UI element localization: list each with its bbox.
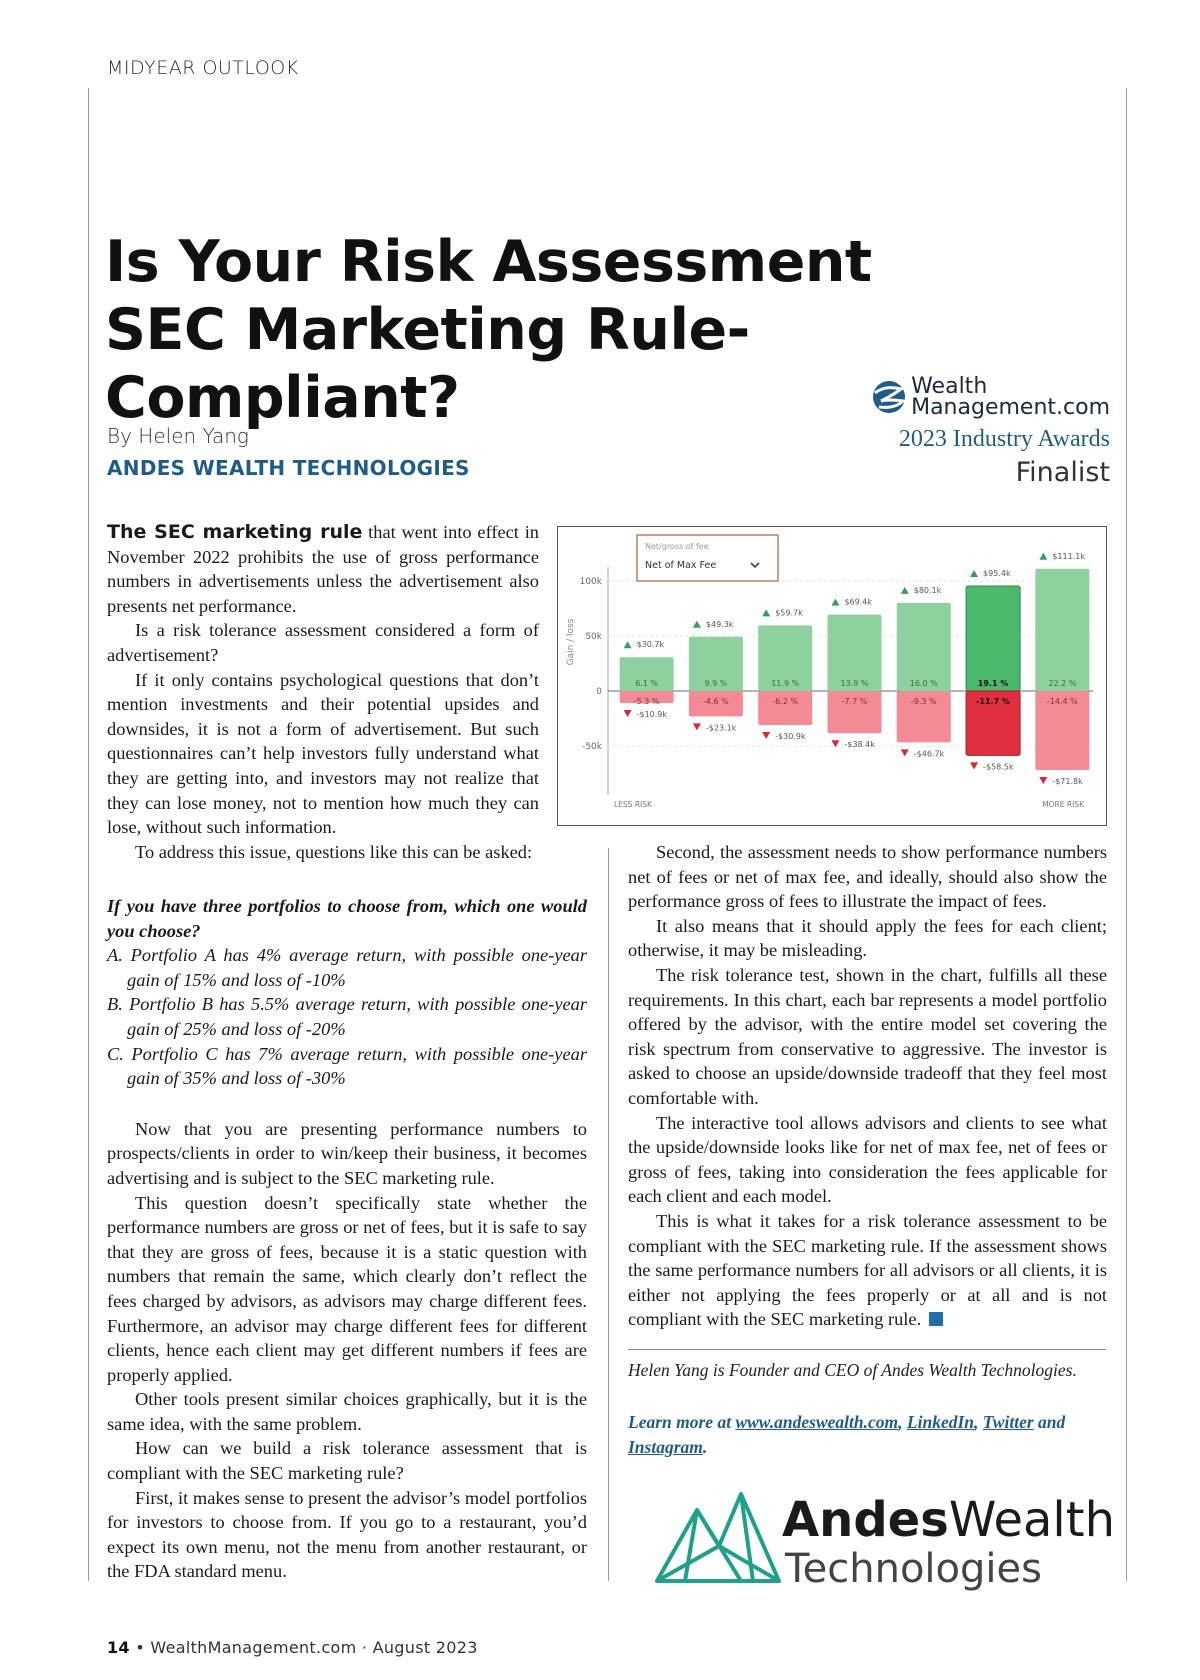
paragraph: The interactive tool allows advisors and clients to see what the upside/downside looks like for net of max fee, net of fees or gross of fees, taking into consideration the fees applicable for each client and each model.: [628, 1112, 1107, 1207]
return-pct-label: 9.9 %: [704, 679, 728, 688]
risk-chart: [557, 526, 1107, 826]
paragraph: The risk tolerance test, shown in the chart, fulfills all these requirements. In this chart, each bar represents a model portfolio offered by the advisor, with the entire model set covering the risk spectrum from conservative to aggressive. The investor is asked to choose an upside/downside tradeoff that they feel most comfortable with.: [628, 964, 1107, 1108]
paragraph: This question doesn’t specifically state whether the performance numbers are gross or net of fees, but it is safe to say that they are gross of fees, because it is a static question with numbers that remain the same, which clearly don’t reflect the fees charged by advisors, as advisors may charge different fees. Furthermore, an advisor may charge different fees for different clients, hence each client may get different numbers if fees are properly applied.: [107, 1192, 587, 1385]
left-margin-rule: [88, 88, 89, 1581]
paragraph: It also means that it should apply the fees for each client; otherwise, it may be misleading.: [628, 915, 1107, 961]
y-tick-label: 100k: [579, 577, 602, 587]
author-bio: Helen Yang is Founder and CEO of Andes Wealth Technologies.: [628, 1360, 1077, 1380]
risk-chart-svg: [558, 527, 1106, 825]
quiz-question: If you have three portfolios to choose from, which one would you choose?: [107, 896, 587, 941]
award-brand: [911, 376, 1110, 418]
quiz-option: C. Portfolio C has 7% average return, with possible one-year gain of 35% and loss of -30%: [107, 1043, 587, 1089]
loss-value-label: -$71.8k: [1052, 776, 1083, 786]
gain-bar: [1035, 569, 1089, 691]
gain-value-label: $95.4k: [983, 569, 1011, 579]
loss-pct-label: -5.3 %: [633, 697, 660, 706]
loss-pct-label: -6.2 %: [772, 697, 799, 706]
twitter-link[interactable]: Twitter: [982, 1412, 1034, 1432]
gain-value-label: $80.1k: [913, 585, 942, 595]
gain-value-label: $30.7k: [636, 640, 665, 650]
paragraph: [628, 1209, 1107, 1332]
award-badge: [871, 376, 1110, 488]
lead-phrase: The SEC marketing rule: [107, 521, 363, 543]
mountain-icon: [657, 1494, 779, 1581]
gain-value-label: $69.4k: [844, 597, 873, 607]
right-margin-rule: [1126, 88, 1127, 1581]
loss-value-label: -$58.5k: [983, 762, 1014, 772]
return-pct-label: 19.1 %: [977, 679, 1009, 688]
svg-text:AndesWealth: [782, 1492, 1115, 1548]
left-column-top: [107, 520, 539, 864]
quiz-option: A. Portfolio A has 4% average return, with possible one-year gain of 15% and loss of -10%: [107, 945, 587, 990]
loss-pct-label: -11.7 %: [976, 697, 1011, 706]
learn-more: [628, 1410, 1108, 1460]
byline: By Helen Yang: [107, 424, 249, 448]
loss-value-label: -$23.1k: [705, 723, 737, 733]
gain-bar: [897, 603, 951, 691]
paragraph: Now that you are presenting performance numbers to prospects/clients in order to win/keep their business, it becomes advertising and is subject to the SEC marketing rule.: [107, 1118, 587, 1188]
page-footer: [107, 1638, 478, 1657]
paragraph: To address this issue, questions like this can be asked:: [135, 841, 533, 862]
column-divider: [608, 848, 609, 1581]
loss-pct-label: -14.4 %: [1046, 697, 1078, 706]
gain-value-label: $59.7k: [775, 608, 803, 618]
award-brand-line2: Management.com: [911, 395, 1110, 420]
award-year: 2023 Industry Awards: [898, 426, 1110, 452]
fee-dropdown[interactable]: [637, 535, 778, 581]
globe-icon: [871, 379, 907, 415]
learn-sep: and: [1033, 1412, 1066, 1432]
paragraph-lead: [107, 520, 539, 618]
logo-word-wealth: Wealth: [948, 1492, 1115, 1548]
loss-value-label: -$10.9k: [636, 709, 668, 719]
learn-prefix: Learn more at: [628, 1412, 736, 1432]
author-company: ANDES WEALTH TECHNOLOGIES: [107, 456, 470, 480]
website-link[interactable]: www.andeswealth.com: [735, 1412, 899, 1432]
more-risk-label: MORE RISK: [1042, 800, 1084, 809]
paragraph: How can we build a risk tolerance assessment that is compliant with the SEC marketing rule?: [107, 1438, 587, 1484]
loss-pct-label: -4.6 %: [703, 697, 729, 706]
return-pct-label: 13.9 %: [840, 679, 869, 688]
footer-text: WealthManagement.com · August 2023: [150, 1638, 478, 1657]
less-risk-label: LESS RISK: [614, 800, 652, 809]
loss-value-label: -$38.4k: [844, 740, 875, 750]
paragraph: If it only contains psychological questions that don’t mention investments and their potential upsides and downsides, it is not a form of advertisement. But such questionnaires can’t help investors fully understand what they are getting into, and investors may not realize that they can lose money, not to mention how much they can lose, without such information.: [107, 669, 539, 838]
loss-pct-label: -9.3 %: [910, 697, 937, 706]
instagram-link[interactable]: Instagram: [628, 1437, 703, 1457]
paragraph-text: This is what it takes for a risk tolerance assessment to be compliant with the SEC marketing rule. If the assessment shows the same performance numbers for all advisors or all clients, it is either not applying the fees properly or at all and is not compliant with the SEC marketing rule.: [628, 1210, 1107, 1330]
loss-value-label: -$30.9k: [775, 731, 806, 741]
y-tick-label: -50k: [582, 742, 602, 752]
loss-value-label: -$46.7k: [913, 749, 945, 759]
paragraph: First, it makes sense to present the advisor’s model portfolios for investors to choose from. If you go to a restaurant, you’d expect its own menu, not the menu from another restaurant, or the FDA standard menu.: [107, 1487, 587, 1582]
page-number: 14: [107, 1638, 130, 1657]
learn-sep: ,: [974, 1412, 983, 1432]
logo-word-technologies: Technologies: [785, 1546, 1042, 1592]
fee-dropdown-value: Net of Max Fee: [645, 560, 717, 571]
bio-divider: [628, 1349, 1106, 1350]
section-label: MIDYEAR OUTLOOK: [107, 57, 299, 79]
footer-bullet: •: [135, 1638, 146, 1657]
return-pct-label: 11.9 %: [771, 679, 800, 688]
return-pct-label: 22.2 %: [1048, 679, 1077, 688]
end-mark-icon: [929, 1312, 943, 1326]
y-tick-label: 50k: [585, 632, 602, 642]
left-column-bottom: [107, 876, 587, 1584]
loss-pct-label: -7.7 %: [841, 697, 868, 706]
andes-wealth-logo: [655, 1486, 1115, 1592]
y-tick-label: 0: [596, 687, 602, 697]
quiz-option: B. Portfolio B has 5.5% average return, with possible one-year gain of 25% and loss of -20%: [107, 994, 587, 1039]
paragraph: Second, the assessment needs to show performance numbers net of fees or net of max fee, and ideally, should also show the performance gross of fees to illustrate the impact of fees.: [628, 842, 1107, 912]
lead-rest: that went into effect in November 2022 prohibits the use of gross performance numbers in advertisements unless the advertisement also presents net performance.: [107, 522, 539, 616]
return-pct-label: 16.0 %: [909, 679, 938, 688]
logo-word-andes: Andes: [782, 1492, 949, 1548]
learn-sep: ,: [898, 1412, 907, 1432]
article-title: Is Your Risk Assessment SEC Marketing Rule-Compliant?: [105, 229, 872, 431]
fee-dropdown-label: Net/gross of fee: [645, 542, 709, 551]
learn-suffix: .: [702, 1437, 708, 1457]
award-status: Finalist: [1015, 457, 1110, 488]
y-axis-label: Gain / loss: [566, 618, 576, 666]
gain-value-label: $49.3k: [705, 619, 734, 629]
gain-value-label: $111.1k: [1052, 551, 1085, 561]
award-brand-line1: Wealth: [911, 374, 988, 399]
paragraph: Other tools present similar choices graphically, but it is the same idea, with the same problem.: [107, 1389, 587, 1434]
return-pct-label: 6.1 %: [635, 679, 659, 688]
linkedin-link[interactable]: LinkedIn: [906, 1412, 975, 1432]
paragraph: Is a risk tolerance assessment considered a form of advertisement?: [107, 620, 539, 665]
right-column: [628, 840, 1107, 1332]
gain-bar: [966, 586, 1020, 691]
